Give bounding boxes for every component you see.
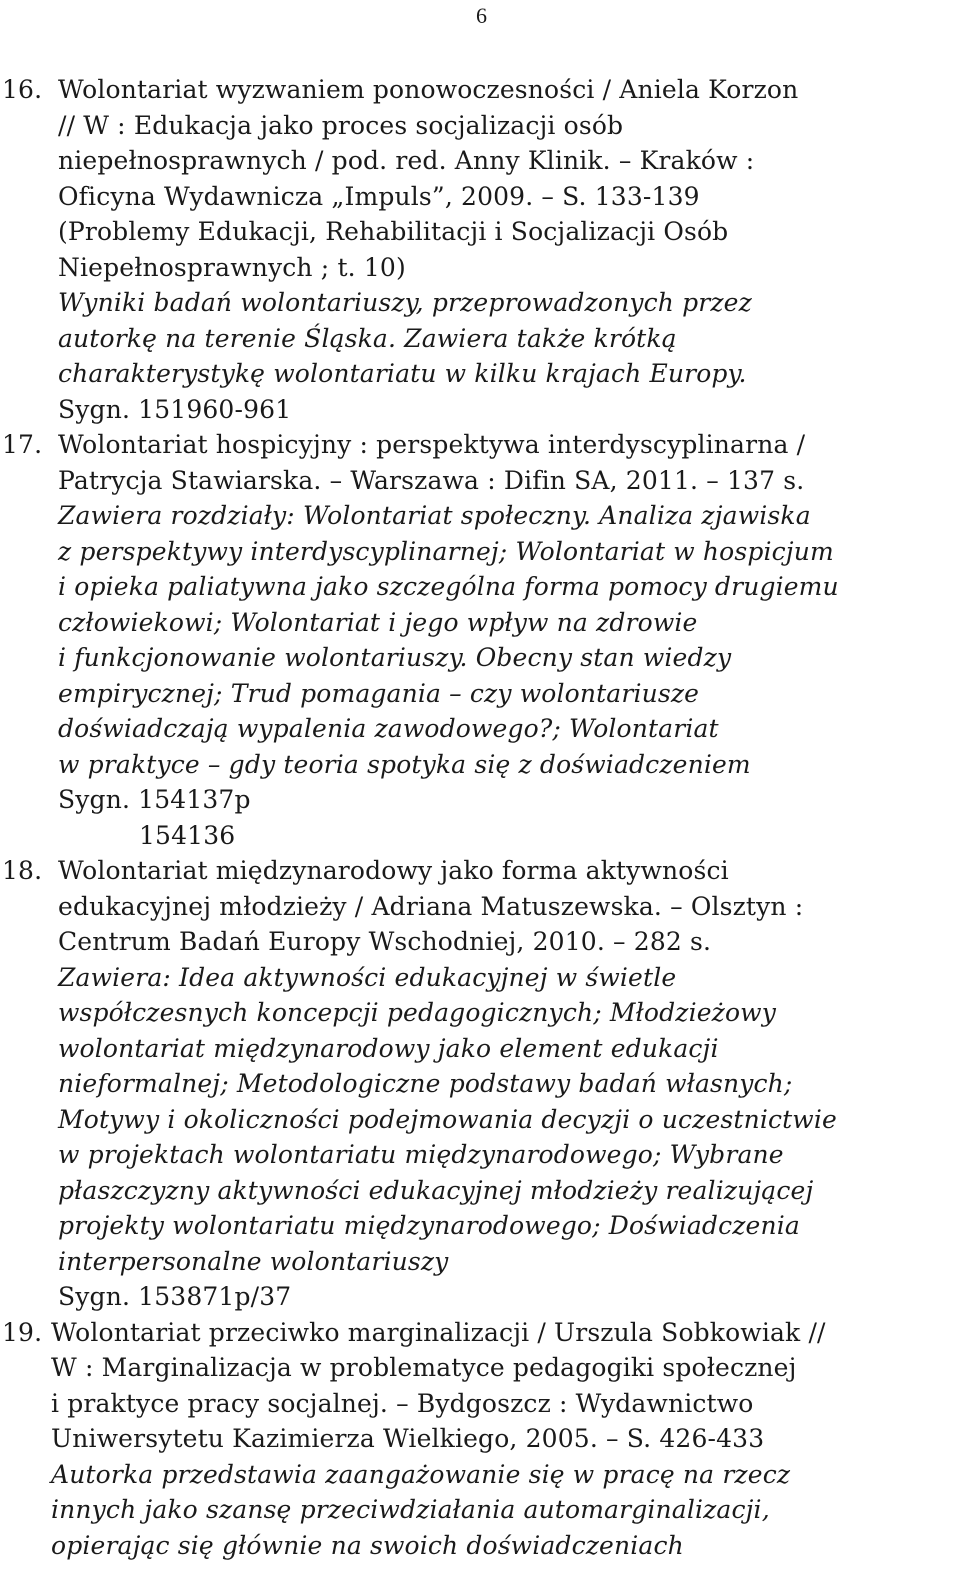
description-line: i opieka paliatywna jako szczególna forma pomocy drugiemu xyxy=(58,572,839,601)
call-number: Sygn. 154137p xyxy=(58,785,251,814)
citation-line: edukacyjnej młodzieży / Adriana Matuszewska. – Olsztyn : xyxy=(58,891,804,921)
citation-line: Wolontariat wyzwaniem ponowoczesności / Aniela Korzon xyxy=(58,75,799,104)
description-line: Zawiera: Idea aktywności edukacyjnej w świetle xyxy=(58,962,677,992)
description-line: Wyniki badań wolontariuszy, przeprowadzonych przez xyxy=(58,288,752,317)
call-number: Sygn. 151960-961 xyxy=(58,394,292,424)
description-line: innych jako szansę przeciwdziałania automarginalizacji, xyxy=(51,1495,770,1524)
citation-line: Wolontariat międzynarodowy jako forma aktywności xyxy=(58,856,729,885)
description-line: projekty wolontariatu międzynarodowego; Doświadczenia xyxy=(58,1211,800,1240)
entry-citation xyxy=(58,853,946,960)
citation-line: Patrycja Stawiarska. – Warszawa : Difin SA, 2011. – 137 s. xyxy=(58,465,805,495)
call-number: Sygn. 153871p/37 xyxy=(58,1282,292,1311)
citation-line: (Problemy Edukacji, Rehabilitacji i Socjalizacji Osób xyxy=(58,217,729,246)
citation-line: niepełnosprawnych / pod. red. Anny Klinik. – Kraków : xyxy=(58,146,755,175)
citation-line: Uniwersytetu Kazimierza Wielkiego, 2005. – S. 426-433 xyxy=(51,1424,765,1453)
citation-line: W : Marginalizacja w problematyce pedagogiki społecznej xyxy=(51,1353,797,1382)
citation-line: Wolontariat hospicyjny : perspektywa interdyscyplinarna / xyxy=(58,430,806,459)
citation-line: i praktyce pracy socjalnej. – Bydgoszcz : Wydawnictwo xyxy=(51,1388,754,1418)
entry-citation xyxy=(51,1315,946,1457)
description-line: współczesnych koncepcji pedagogicznych; Młodzieżowy xyxy=(58,998,777,1027)
citation-line: Centrum Badań Europy Wschodniej, 2010. – 282 s. xyxy=(58,927,712,956)
description-line: opierając się głównie na swoich doświadczeniach xyxy=(51,1530,684,1560)
bibliography-entry xyxy=(0,853,960,1315)
description-line: w praktyce – gdy teoria spotyka się z doświadczeniem xyxy=(58,749,751,779)
description-line: Zawiera rozdziały: Wolontariat społeczny. Analiza zjawiska xyxy=(58,501,811,530)
bibliography-list xyxy=(0,72,960,1563)
description-line: płaszczyzny aktywności edukacyjnej młodzieży realizującej xyxy=(58,1175,814,1205)
entry-citation xyxy=(58,427,946,498)
entry-description xyxy=(58,285,946,392)
citation-line: Oficyna Wydawnicza „Impuls”, 2009. – S. 133-139 xyxy=(58,181,700,211)
description-line: interpersonalne wolontariuszy xyxy=(58,1246,449,1276)
entry-number: 17. xyxy=(2,430,43,459)
citation-line: // W : Edukacja jako proces socjalizacji osób xyxy=(58,110,624,140)
entry-citation xyxy=(58,72,946,285)
entry-description xyxy=(58,960,946,1280)
description-line: empirycznej; Trud pomagania – czy wolontariusze xyxy=(58,678,700,708)
entry-number: 19. xyxy=(2,1317,43,1347)
description-line: Motywy i okoliczności podejmowania decyzji o uczestnictwie xyxy=(58,1104,837,1134)
description-line: i funkcjonowanie wolontariuszy. Obecny stan wiedzy xyxy=(58,643,732,672)
entry-number: 18. xyxy=(2,856,43,885)
bibliography-entry xyxy=(0,1315,960,1564)
description-line: charakterystykę wolontariatu w kilku krajach Europy. xyxy=(58,359,747,388)
description-line: nieformalnej; Metodologiczne podstawy badań własnych; xyxy=(58,1069,793,1098)
bibliography-entry xyxy=(0,72,960,427)
citation-line: Wolontariat przeciwko marginalizacji / Urszula Sobkowiak // xyxy=(51,1317,826,1347)
description-line: autorkę na terenie Śląska. Zawiera także krótką xyxy=(58,323,677,353)
description-line: wolontariat międzynarodowy jako element edukacji xyxy=(58,1033,719,1063)
description-line: Autorka przedstawia zaangażowanie się w pracę na rzecz xyxy=(51,1459,791,1489)
page-number: 6 xyxy=(476,3,487,28)
description-line: z perspektywy interdyscyplinarnej; Wolontariat w hospicjum xyxy=(58,536,834,566)
description-line: doświadczają wypalenia zawodowego?; Wolontariat xyxy=(58,714,719,743)
entry-description xyxy=(58,498,946,782)
entry-number: 16. xyxy=(2,75,43,104)
entry-description xyxy=(51,1457,946,1564)
call-number-extra: 154136 xyxy=(139,820,236,850)
citation-line: Niepełnosprawnych ; t. 10) xyxy=(58,252,406,282)
description-line: w projektach wolontariatu międzynarodowego; Wybrane xyxy=(58,1140,784,1169)
bibliography-entry xyxy=(0,427,960,853)
description-line: człowiekowi; Wolontariat i jego wpływ na zdrowie xyxy=(58,607,698,637)
